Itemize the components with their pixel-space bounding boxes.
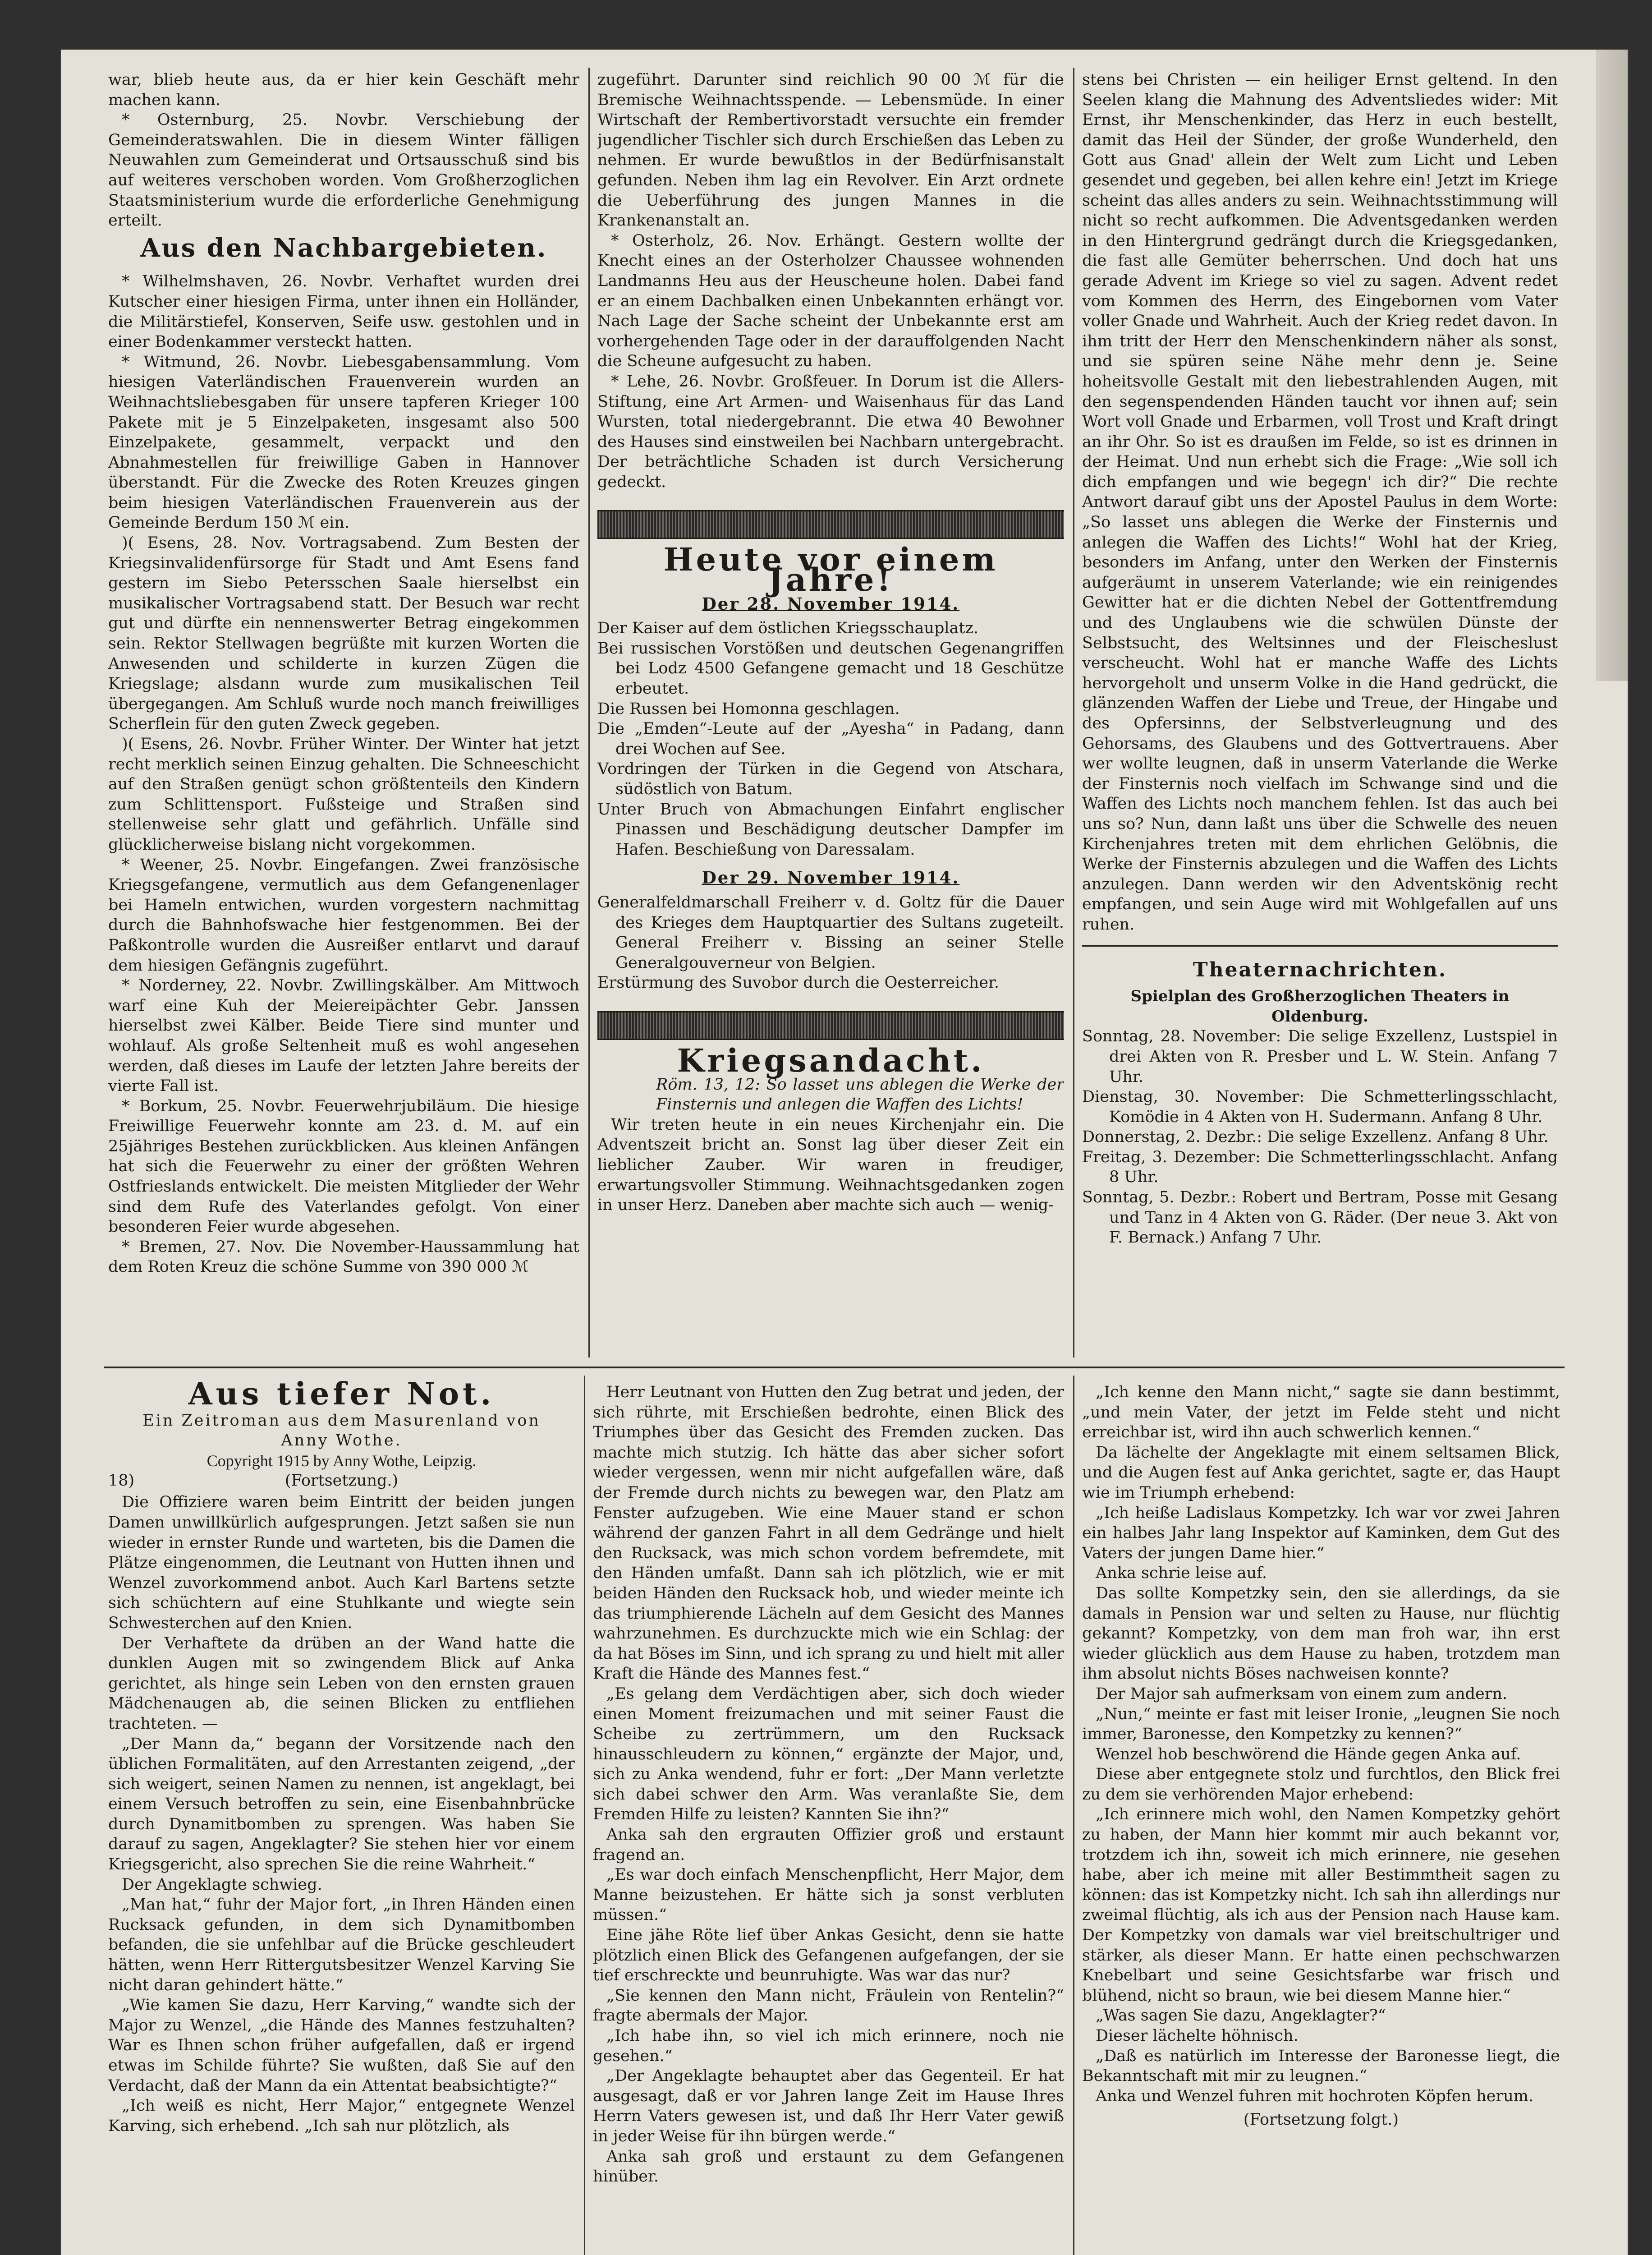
heute-item: Der Kaiser auf dem östlichen Kriegsschauplatz. [597, 619, 979, 638]
paragraph: „Es war doch einfach Menschenpflicht, Herr Major, dem Manne beizustehen. Er hätte sich ja sonst verbluten müssen.“ [593, 1866, 1064, 1924]
hatched-rule [597, 1011, 1064, 1040]
bottom-column-1 [108, 1378, 575, 2255]
kriegsandacht-title: Kriegsandacht. [677, 1041, 985, 1079]
paragraph: Herr Leutnant von Hutten den Zug betrat und jeden, der sich rührte, mit Erschießen bedrohte, einen Blick des Triumphes über das Gesicht des Fremden zucken. Das machte mich stutzig. Ich hätte das aber sicher sofort wieder vergessen, wenn mir nicht aufgefallen wäre, daß der Fremde durch nichts zu bewegen war, den Platz am Fenster aufzugeben. Wie eine Mauer stand er schon während der ganzen Fahrt in all dem Gedränge und hielt den Rucksack, was mich schon vordem befremdete, mit den Händen umfaßt. Dann sah ich plötzlich, wie er mit beiden Händen den Rucksack hob, und wieder meinte ich das triumphierende Lächeln auf dem Gesicht des Mannes wahrzunehmen. Es durchzuckte mich wie ein Schlag: der da hat Böses im Sinn, und ich sprang zu und hielt mit aller Kraft die Hände des Mannes fest.“ [593, 1383, 1064, 1683]
end-note: (Fortsetzung folgt.) [1243, 2111, 1399, 2129]
heute-date-2: Der 29. November 1914. [702, 868, 960, 888]
paragraph: Diese aber entgegnete stolz und furchtlos, den Blick frei zu dem sie verhörenden Major erhebend: [1082, 1765, 1560, 1804]
heute-title: Heute vor einem Jahre! [663, 541, 998, 599]
novel-text-1 [108, 1492, 575, 2136]
heute-list-1 [597, 618, 1064, 860]
heute-item: Bei russischen Vorstößen und deutschen Gegenangriffen bei Lodz 4500 Gefangene gemacht und 18 Geschütze erbeutet. [597, 639, 1064, 698]
andacht-continuation [1082, 70, 1558, 935]
bottom-column-3 [1082, 1382, 1560, 2255]
paragraph: )( Esens, 28. Nov. Vortragsabend. Zum Besten der Kriegsinvalidenfürsorge für Stadt und Amt Esens fand gestern im Siebo Petersschen Saale hierselbst ein musikalischer Vortragsabend statt. Der Besuch war recht gut und dürfte ein nennenswerter Betrag eingekommen sein. Rektor Stellwagen begrüßte mit kurzen Worten die Anwesenden und schilderte in kurzen Zügen die Kriegslage; alsdann wurde zum musikalischen Teil übergegangen. Am Schluß wurde noch manch freiwilliges Scherflein für den guten Zweck gegeben. [108, 534, 579, 733]
paragraph: Der Major sah aufmerksam von einem zum andern. [1096, 1684, 1508, 1703]
continuation-note: (Fortsetzung.) [285, 1472, 399, 1490]
paragraph: „Der Mann da,“ begann der Vorsitzende nach den üblichen Formalitäten, auf den Arrestanten zeigend, „der sich weigert, seinen Namen zu nennen, ist angeklagt, bei einem Versuch betroffen zu sein, eine Eisenbahnbrücke durch Dynamitbomben zu sprengen. Was haben Sie darauf zu sagen, Angeklagter? Sie stehen hier vor einem Kriegsgericht, also sprechen Sie die reine Wahrheit.“ [108, 1735, 575, 1874]
bottom-column-2 [593, 1382, 1064, 2255]
paragraph: * Wilhelmshaven, 26. Novbr. Verhaftet wurden drei Kutscher einer hiesigen Firma, unter ihnen ein Holländer, die Militärstiefel, Konserven, Seife usw. gestohlen und in einer Bodenkammer versteckt hatten. [108, 272, 579, 351]
paragraph: Der Angeklagte schwieg. [122, 1875, 322, 1894]
paragraph: * Lehe, 26. Novbr. Großfeuer. In Dorum ist die Allers-Stiftung, eine Art Armen- und Waisenhaus für das Land Wursten, total niedergebrannt. Die etwa 40 Bewohner des Hauses sind einstweilen bei Nachbarn untergebracht. Der beträchtliche Schaden ist durch Versicherung gedeckt. [597, 372, 1064, 491]
paragraph: * Witmund, 26. Novbr. Liebesgabensammlung. Vom hiesigen Vaterländischen Frauenverein wurden an Weihnachtsliebesgaben für unsere tapferen Krieger 100 Pakete mit je 5 Einzelpaketen, insgesamt also 500 Einzelpakete, gesammelt, verpackt und den Abnahmestellen für freiwillige Gaben in Hannover überstandt. Für die Zwecke des Roten Kreuzes gingen beim hiesigen Vaterländischen Frauenverein aus der Gemeinde Berdum 150 ℳ ein. [108, 353, 579, 532]
theater-schedule [1082, 1026, 1558, 1248]
heute-list-2 [597, 893, 1064, 993]
paragraph: war, blieb heute aus, da er hier kein Geschäft mehr machen kann. [108, 71, 579, 109]
top-column-2 [597, 70, 1064, 1355]
novel-text-2 [593, 1382, 1064, 2187]
paragraph: „Ich erinnere mich wohl, den Namen Kompetzky gehört zu haben, der Mann hier kommt mir auch bekannt vor, trotzdem ich ihn, soweit ich mich erinnere, nie gesehen habe, aber ich meine mit aller Bestimmtheit sagen zu können: das ist Kompetzky nicht. Ich sah ihn allerdings nur zweimal flüchtig, als ich aus der Pension nach Hause kam. Der Kompetzky von damals war viel breitschultriger und stärker, als dieser Mann. Er hatte einen pechschwarzen Knebelbart und seine Gesichtsfarbe war frisch und blühend, nicht so braun, wie bei diesem Manne hier.“ [1082, 1805, 1560, 2005]
paragraph: „Daß es natürlich im Interesse der Baronesse liegt, die Bekanntschaft mit mir zu leugnen.“ [1082, 2047, 1560, 2085]
paragraph: „Man hat,“ fuhr der Major fort, „in Ihren Händen einen Rucksack gefunden, in dem sich Dynamitbomben befanden, die sie unfehlbar auf die Brücke geschleudert hätten, wenn Herr Rittergutsbesitzer Wenzel Karving Sie nicht daran gehindert hätte.“ [108, 1896, 575, 1994]
paragraph: Die Offiziere waren beim Eintritt der beiden jungen Damen unwillkürlich aufgesprungen. Jetzt saßen sie nun wieder in ernster Runde und warteten, bis die Damen die Plätze eingenommen, die Leutnant von Hutten ihnen und Wenzel zuvorkommend anbot. Auch Karl Bartens setzte sich schüchtern auf eine Stuhlkante und wiegte sein Schwesterchen auf den Knien. [108, 1493, 575, 1632]
paragraph: * Borkum, 25. Novbr. Feuerwehrjubiläum. Die hiesige Freiwillige Feuerwehr konnte am 23. d. M. auf ein 25jähriges Bestehen zurückblicken. Aus kleinen Anfängen hat sich die Feuerwehr zu einer der größten Wehren Ostfrieslands entwickelt. Die meisten Mitglieder der Wehr sind dem Rufe des Vaterlandes gefolgt. Von einer besonderen Feier wurde abgesehen. [108, 1097, 579, 1236]
paragraph: Das sollte Kompetzky sein, den sie allerdings, da sie damals in Pension war und selten zu Hause, nur flüchtig gekannt? Kompetzky, von dem man froh war, ihn erst wieder glücklich aus dem Hause zu haben, trotzdem man ihm absolut nichts Böses nachweisen konnte? [1082, 1584, 1560, 1683]
installment-number: 18) [108, 1472, 135, 1490]
theater-row: Sonntag, 28. November: Die selige Exzellenz, Lustspiel in drei Akten von R. Presber und L. W. Stein. Anfang 7 Uhr. [1082, 1027, 1558, 1086]
heute-item: Generalfeldmarschall Freiherr v. d. Goltz für die Dauer des Krieges dem Hauptquartier des Sultans zugeteilt. General Freiherr v. Bissing an seiner Stelle Generalgouverneur von Belgien. [597, 893, 1064, 972]
novel-title: Aus tiefer Not. [188, 1378, 495, 1412]
theater-row: Dienstag, 30. November: Die Schmetterlingsschlacht, Komödie in 4 Akten von H. Sudermann. Anfang 8 Uhr. [1082, 1088, 1558, 1126]
paragraph: Eine jähe Röte lief über Ankas Gesicht, denn sie hatte plötzlich einen Blick des Gefangenen aufgefangen, der sie tief erschreckte und beunruhigte. Was war das nur? [593, 1926, 1064, 1985]
paragraph: zugeführt. Darunter sind reichlich 90 00 ℳ für die Bremische Weihnachtsspende. — Lebensmüde. In einer Wirtschaft der Rembertivorstadt versuchte ein fremder jugendlicher Tischler sich durch Erschießen das Leben zu nehmen. Er wurde bewußtlos in der Bedürfnisanstalt gefunden. Neben ihm lag ein Revolver. Ein Arzt ordnete die Ueberführung des jungen Mannes in die Krankenanstalt an. [597, 71, 1064, 230]
section-rule [1082, 945, 1558, 947]
top-column-3 [1082, 70, 1558, 1355]
column-rule [1073, 68, 1074, 1358]
top-column-2-news [597, 70, 1064, 492]
newspaper-page [61, 50, 1628, 2255]
paragraph: Anka sah groß und erstaunt zu dem Gefangenen hinüber. [593, 2147, 1064, 2186]
heute-item: Vordringen der Türken in die Gegend von Atschara, südöstlich von Batum. [597, 760, 1064, 798]
paragraph: * Osternburg, 25. Novbr. Verschiebung der Gemeinderatswahlen. Die in diesem Winter fälligen Neuwahlen zum Gemeinderat und Ortsausschuß sind bis auf weiteres verschoben worden. Vom Großherzoglichen Staatsministerium wurde die erforderliche Genehmigung erteilt. [108, 111, 579, 230]
paragraph: stens bei Christen — ein heiliger Ernst geltend. In den Seelen klang die Mahnung des Adventsliedes wider: Mit Ernst, ihr Menschenkinder, das Herz in euch bestellt, damit das Heil der Sünder, der große Wunderheld, den Gott aus Gnad' allein der Welt zum Licht und Leben gesendet und gegeben, bei allen kehre ein! Jetzt im Kriege scheint das alles anders zu sein. Weihnachtsstimmung will nicht so recht aufkommen. Die Adventsgedanken werden in den Hintergrund gedrängt durch die Kriegsgedanken, die fast alle Gemüter beherrschen. Und doch hat uns gerade Advent im Kriege so viel zu sagen. Advent redet vom Kommen des Herrn, des Eingebornen vom Vater voller Gnade und Wahrheit. Auch der Krieg redet davon. In ihm tritt der Herr den Menschenkindern näher als sonst, und sie spüren seine Nähe mehr denn je. Seine hoheitsvolle Gestalt mit den liebestrahlenden Augen, mit den segenspendenden Händen taucht vor ihnen auf; sein Wort voll Gnade und Erbarmen, voll Trost und Kraft dringt an ihr Ohr. So ist es draußen im Felde, so ist es drinnen in der Heimat. Und nun erhebt sich die Frage: „Wie soll ich dich empfangen und wie begegn' ich dir?“ Die rechte Antwort darauf gibt uns der Apostel Paulus in dem Worte: „So lasset uns ablegen die Werke der Finsternis und anlegen die Waffen des Lichts!“ Wohl hat der Krieg, besonders im Anfang, unter den Werken der Finsternis aufgeräumt in unserem Vaterlande; wie ein reinigendes Gewitter hat er die dichten Nebel der Gottentfremdung und des Unglaubens wie die schwülen Dünste der Selbstsucht, des Weltsinnes und der Fleischeslust verscheucht. Wohl hat er manche Waffe des Lichts hervorgeholt und unserm Volke in die Hand gedrückt, die glänzenden Waffen der Liebe und Treue, der Hingabe und des Opfersinns, der Selbstverleugnung und des Gehorsams, des Glaubens und des Gottvertrauens. Aber wer wollte leugnen, daß in unserm Vaterlande die Werke der Finsternis noch vielfach im Schwange sind und die Waffen des Lichts noch manchem fehlen. Ist das auch bei uns so? Nun, dann laßt uns über die Schwelle des neuen Kirchenjahres treten mit dem ehrlichen Gelöbnis, die Werke der Finsternis abzulegen und die Waffen des Lichts anzulegen. Dann werden wir den Adventskönig recht empfangen, und sein Auge wird mit Wohlgefallen auf uns ruhen. [1082, 71, 1558, 934]
heute-date-1: Der 28. November 1914. [702, 594, 960, 614]
column-rule [1073, 1376, 1074, 2255]
paragraph: „Ich habe ihn, so viel ich mich erinnere, noch nie gesehen.“ [593, 2027, 1064, 2065]
heute-box [597, 541, 1064, 993]
paragraph: „Der Angeklagte behauptet aber das Gegenteil. Er hat ausgesagt, daß er vor Jahren lange Zeit im Hause Ihres Herrn Vaters gewesen ist, und daß Ihr Herr Vater gewiß in jeder Weise für ihn bürgen werde.“ [593, 2067, 1064, 2145]
paragraph: Anka sah den ergrauten Offizier groß und erstaunt fragend an. [593, 1826, 1064, 1864]
column-rule [588, 68, 590, 1358]
paragraph: „Sie kennen den Mann nicht, Fräulein von Rentelin?“ fragte abermals der Major. [593, 1986, 1064, 2025]
paragraph: Der Verhaftete da drüben an der Wand hatte die dunklen Augen mit so zwingendem Blick auf Anka gerichtet, als hinge sein Leben von den ernsten grauen Mädchenaugen ab, die seinen Blicken zu entfliehen trachteten. — [108, 1634, 575, 1733]
copyright: Copyright 1915 by Anny Wothe, Leipzig. [206, 1451, 477, 1470]
heute-item: Die „Emden“-Leute auf der „Ayesha“ in Padang, dann drei Wochen auf See. [597, 720, 1064, 758]
kriegsandacht-body: Wir treten heute in ein neues Kirchenjahr ein. Die Adventszeit bricht an. Sonst lag über dieser Zeit ein lieblicher Zauber. Wir waren in freudiger, erwartungsvoller Stimmung. Weihnachtsgedanken zogen in unser Herz. Daneben aber machte sich auch — wenig- [597, 1115, 1064, 1215]
paragraph: Anka und Wenzel fuhren mit hochroten Köpfen herum. [1096, 2087, 1534, 2105]
paragraph: „Ich kenne den Mann nicht,“ sagte sie dann bestimmt, „und mein Vater, der jetzt im Felde steht und nicht erreichbar ist, wird ihn auch schwerlich kennen.“ [1082, 1383, 1560, 1442]
paragraph: * Osterholz, 26. Nov. Erhängt. Gestern wollte der Knecht eines an der Osterholzer Chaussee wohnenden Landmanns Heu aus der Heuscheune holen. Dabei fand er an einem Dachbalken einen Unbekannten erhängt vor. Nach Lage der Sache scheint der Unbekannte erst am vorhergehenden Tage oder in der darauffolgenden Nacht die Scheune aufgesucht zu haben. [597, 231, 1064, 371]
paragraph: „Ich weiß es nicht, Herr Major,“ entgegnete Wenzel Karving, sich erhebend. „Ich sah nur plötzlich, als [108, 2097, 575, 2135]
theater-row: Freitag, 3. Dezember: Die Schmetterlingsschlacht. Anfang 8 Uhr. [1082, 1148, 1558, 1187]
paragraph: „Wie kamen Sie dazu, Herr Karving,“ wandte sich der Major zu Wenzel, „die Hände des Mannes festzuhalten? War es Ihnen schon früher aufgefallen, daß er irgend etwas im Schilde führte? Sie wußten, daß Sie auf den Verdacht, daß der Mann da ein Attentat beabsichtigte?“ [108, 1996, 575, 2095]
theater-subtitle: Spielplan des Großherzoglichen Theaters in Oldenburg. [1130, 987, 1510, 1026]
paragraph: * Norderney, 22. Novbr. Zwillingskälber. Am Mittwoch warf eine Kuh der Meiereipächter Gebr. Janssen hierselbst zwei Kälber. Beide Tiere sind munter und wohlauf. Als große Seltenheit muß es wohl angesehen werden, daß dieses im Laufe der letzten Jahre bereits der vierte Fall ist. [108, 976, 579, 1095]
theater-row: Sonntag, 5. Dezbr.: Robert und Bertram, Posse mit Gesang und Tanz in 4 Akten von G. Räder. (Der neue 3. Akt von F. Bernack.) Anfang 7 Uhr. [1082, 1188, 1558, 1247]
column-rule [584, 1376, 585, 2255]
theater-title: Theaternachrichten. [1193, 958, 1447, 981]
novel-text-3 [1082, 1382, 1560, 2106]
paragraph: Da lächelte der Angeklagte mit einem seltsamen Blick, und die Augen fest auf Anka gerichtet, sagte er, das Haupt wie im Triumph erhebend: [1082, 1443, 1560, 1502]
paragraph: „Es gelang dem Verdächtigen aber, sich doch wieder einen Moment freizumachen und mit seiner Faust die Scheibe zu zertrümmern, um den Rucksack hinausschleudern zu können,“ ergänzte der Major, und, sich zu Anka wendend, fuhr er fort: „Der Mann verletzte sich dabei schwer den Arm. Was veranlaßte Sie, dem Fremden Hilfe zu leisten? Kannten Sie ihn?“ [593, 1684, 1064, 1824]
paragraph: „Nun,“ meinte er fast mit leiser Ironie, „leugnen Sie noch immer, Baronesse, den Kompetzky zu kennen?“ [1082, 1705, 1560, 1744]
heute-item: Die Russen bei Homonna geschlagen. [597, 700, 900, 718]
kriegsandacht-verse: Röm. 13, 12: So lasset uns ablegen die Werke der Finsternis und anlegen die Waffen des Lichts! [656, 1075, 1064, 1114]
paragraph: „Ich heiße Ladislaus Kompetzky. Ich war vor zwei Jahren ein halbes Jahr lang Inspektor auf Kaminken, dem Gut des Vaters der jungen Dame hier.“ [1082, 1504, 1560, 1562]
section-divider [104, 1367, 1565, 1368]
theater-row: Donnerstag, 2. Dezbr.: Die selige Exzellenz. Anfang 8 Uhr. [1082, 1128, 1549, 1146]
paragraph: Wenzel hob beschwörend die Hände gegen Anka auf. [1096, 1745, 1521, 1763]
heute-item: Erstürmung des Suvobor durch die Oesterreicher. [597, 974, 1000, 992]
novel-subtitle: Ein Zeitroman aus dem Masurenland von Anny Wothe. [142, 1411, 541, 1450]
paragraph: * Bremen, 27. Nov. Die November-Haussammlung hat dem Roten Kreuz die schöne Summe von 390 000 ℳ [108, 1238, 579, 1276]
paragraph: )( Esens, 26. Novbr. Früher Winter. Der Winter hat jetzt recht merklich seinen Einzug gehalten. Die Schneeschicht auf den Straßen genügt schon größtenteils den Kindern zum Schlittensport. Fußsteige und Straßen sind stellenweise sehr glatt und gefährlich. Unfälle sind glücklicherweise bislang nicht vorgekommen. [108, 735, 579, 854]
hatched-rule [597, 510, 1064, 539]
page-edge [1596, 50, 1628, 681]
paragraph: * Weener, 25. Novbr. Eingefangen. Zwei französische Kriegsgefangene, vermutlich aus dem Gefangenenlager bei Hameln entwichen, wurden vorgestern nachmittag durch die Bahnhofswache hier festgenommen. Bei der Paßkontrolle wurden die Ausreißer entlarvt und darauf dem hiesigen Gefängnis zugeführt. [108, 856, 579, 975]
heute-item: Unter Bruch von Abmachungen Einfahrt englischer Pinassen und Beschädigung deutscher Dampfer im Hafen. Beschießung von Daressalam. [597, 800, 1064, 859]
paragraph: Dieser lächelte höhnisch. [1096, 2027, 1299, 2045]
section-heading: Aus den Nachbargebieten. [140, 233, 547, 263]
paragraph: Anka schrie leise auf. [1096, 1564, 1267, 1583]
top-column-1 [108, 70, 579, 1355]
paragraph: „Was sagen Sie dazu, Angeklagter?“ [1096, 2006, 1386, 2025]
